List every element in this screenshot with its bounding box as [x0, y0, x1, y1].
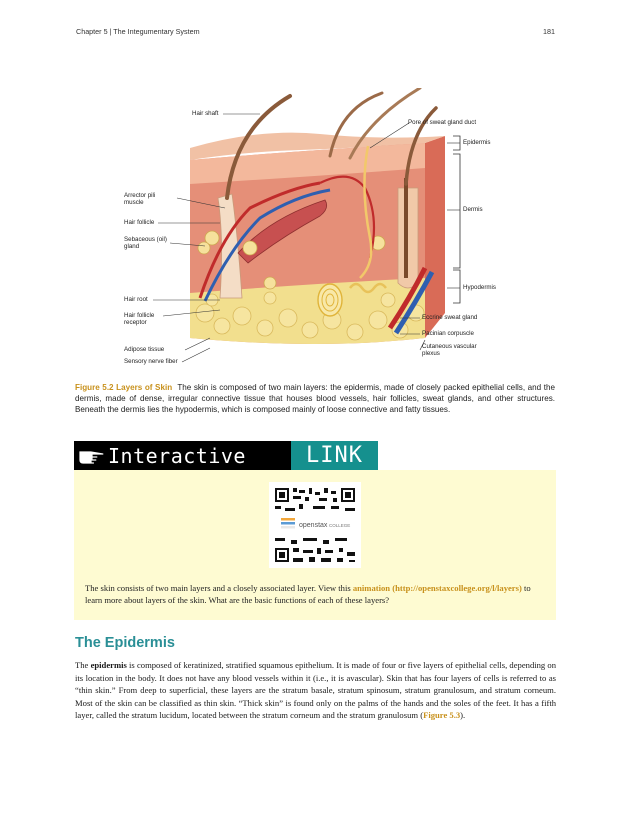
label-hair-follicle: Hair follicle — [124, 219, 155, 226]
running-header — [76, 27, 555, 39]
interactive-link-text: The skin consists of two main layers and a closely associated layer. View this animation (http://openstaxcollege.org/l/layers) to learn more about layers of the skin. What are the basic functions of each of these layers? — [85, 583, 531, 605]
figure-5-3-link[interactable]: Figure 5.3 — [423, 710, 461, 721]
label-sebaceous-gland: Sebaceous (oil) gland — [124, 236, 167, 251]
label-arrector-pili: Arrector pili muscle — [124, 192, 156, 207]
interactive-link-banner — [74, 441, 378, 470]
qr-code[interactable] — [269, 482, 361, 568]
epidermis-paragraph: The epidermis is composed of keratinized, stratified squamous epithelium. It is made of four or five layers of epithelial cells, depending on its location in the body. It does not have any blood vessels within it (i.e., it is avascular). Skin that has four layers of cells is referred to as “thin skin.” From deep to superficial, these layers are the stratum basale, stratum spinosum, stratum granulosum, and stratum corneum. Most of the skin can be classified as thin skin. “Thick skin” is found only on the palms of the hands and the soles of the feet. It has a fifth layer, called the stratum lucidum, located between the stratum corneum and the stratum granulosum (Figure 5.3). — [75, 660, 557, 721]
label-pore: Pore of sweat gland duct — [408, 119, 477, 126]
link-word: LINK — [291, 441, 378, 470]
label-hypodermis: Hypodermis — [463, 284, 497, 291]
label-hair-root: Hair root — [124, 296, 148, 303]
label-cutaneous-vascular-plexus: Cutaneous vascular plexus — [422, 343, 477, 358]
animation-link[interactable]: animation (http://openstaxcollege.org/l/layers) — [352, 583, 522, 593]
label-pacinian-corpuscle: Pacinian corpuscle — [422, 330, 474, 337]
figure-caption-text: The skin is composed of two main layers: the epidermis, made of closely packed epithelial cells, and the dermis, made of dense, irregular connective tissue that houses blood vessels, hair follicles, sweat glands, and other structures. Beneath the dermis lies the hypodermis, which is composed mainly of loose connective and fatty tissues. — [75, 383, 555, 414]
label-hair-follicle-receptor: Hair follicle receptor — [124, 312, 155, 327]
pointing-hand-icon — [74, 441, 108, 470]
label-hair-shaft: Hair shaft — [192, 110, 219, 117]
college-logo-text: COLLEGE — [329, 523, 351, 528]
label-dermis: Dermis — [463, 206, 483, 213]
interactive-link-box — [74, 470, 556, 620]
figure-caption — [75, 383, 555, 415]
label-adipose-tissue: Adipose tissue — [124, 346, 165, 353]
page-number: 181 — [543, 27, 555, 36]
skin-layers-figure — [120, 88, 520, 373]
figure-caption-label: Figure 5.2 Layers of Skin — [75, 383, 173, 392]
label-eccrine-sweat-gland: Eccrine sweat gland — [422, 314, 478, 321]
term-epidermis: epidermis — [90, 660, 127, 670]
section-title: The Epidermis — [75, 635, 175, 651]
openstax-logo-text: openstax — [299, 522, 328, 529]
chapter-title: Chapter 5 | The Integumentary System — [76, 27, 200, 36]
label-sensory-nerve-fiber: Sensory nerve fiber — [124, 358, 178, 365]
label-epidermis: Epidermis — [463, 139, 491, 146]
interactive-word: Interactive — [108, 443, 246, 468]
